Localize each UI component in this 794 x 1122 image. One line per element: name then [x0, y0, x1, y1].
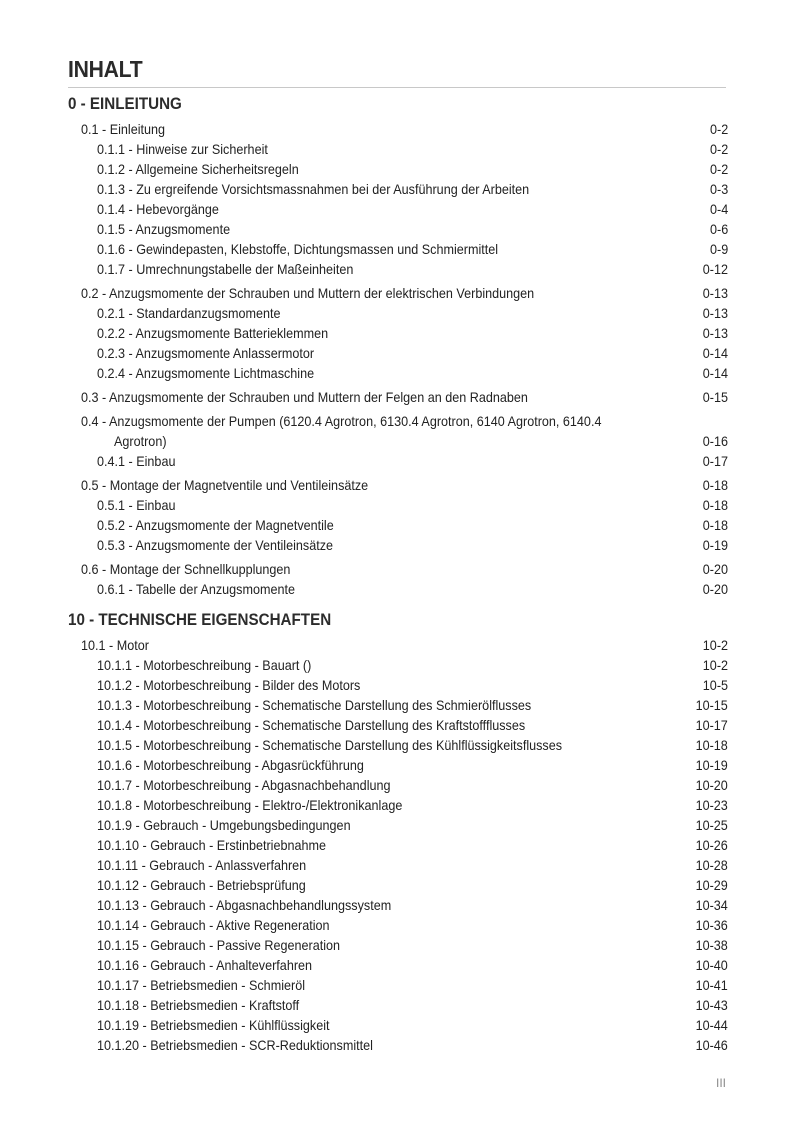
toc-entry-page: 0-2: [709, 161, 728, 177]
toc-entry-page: 10-28: [695, 857, 728, 873]
chapter-heading: 0 - EINLEITUNG: [68, 95, 182, 113]
toc-entry[interactable]: [68, 219, 728, 239]
toc-entry[interactable]: [68, 199, 728, 219]
toc-entry-title-continued: Agrotron): [114, 433, 167, 449]
toc-entry[interactable]: [68, 855, 728, 875]
toc-entry[interactable]: [68, 775, 728, 795]
toc-entry[interactable]: [68, 895, 728, 915]
toc-entry[interactable]: [68, 239, 728, 259]
toc-entry-title: 10.1.4 - Motorbeschreibung - Schematische Darstellung des Kraftstoffflusses: [97, 717, 526, 733]
toc-entry[interactable]: [68, 323, 728, 343]
toc-entry-title: 10.1.18 - Betriebsmedien - Kraftstoff: [97, 997, 300, 1013]
toc-entry-page: 10-40: [695, 957, 728, 973]
toc-entry-page: 0-13: [702, 305, 728, 321]
toc-entry-title: 10.1 - Motor: [81, 637, 149, 653]
toc-entry-title: 0.2.3 - Anzugsmomente Anlassermotor: [97, 345, 315, 361]
toc-entry-page: 10-46: [695, 1037, 728, 1053]
toc-entry[interactable]: [68, 515, 728, 535]
toc-entry-title: 0.6 - Montage der Schnellkupplungen: [81, 561, 291, 577]
toc-entry[interactable]: [68, 475, 728, 495]
toc-entry-title: 10.1.15 - Gebrauch - Passive Regeneration: [97, 937, 341, 953]
toc-entry-page: 10-23: [695, 797, 728, 813]
toc-entry[interactable]: [68, 875, 728, 895]
toc-entry-page: 10-41: [695, 977, 728, 993]
page-number: III: [715, 1076, 726, 1090]
toc-entry-title: 0.1.6 - Gewindepasten, Klebstoffe, Dichtungsmassen und Schmiermittel: [97, 241, 499, 257]
toc-entry-page: 10-43: [695, 997, 728, 1013]
toc-entry[interactable]: [68, 283, 728, 303]
toc-entry-title: 0.2.1 - Standardanzugsmomente: [97, 305, 281, 321]
toc-entry-page: 0-20: [702, 561, 728, 577]
toc-entry-page: 10-25: [695, 817, 728, 833]
toc-entry-title: 10.1.9 - Gebrauch - Umgebungsbedingungen: [97, 817, 351, 833]
toc-entry-page: 0-14: [702, 365, 728, 381]
toc-entry-title: 10.1.1 - Motorbeschreibung - Bauart (): [97, 657, 312, 673]
toc-entry[interactable]: [68, 451, 728, 471]
toc-entry-title: 0.4 - Anzugsmomente der Pumpen (6120.4 Agrotron, 6130.4 Agrotron, 6140 Agrotron, 6140.4: [81, 413, 602, 429]
toc-entry[interactable]: [68, 695, 728, 715]
toc-entry[interactable]: [68, 915, 728, 935]
toc-entry-title: 10.1.17 - Betriebsmedien - Schmieröl: [97, 977, 305, 993]
toc-entry-title: 0.1.7 - Umrechnungstabelle der Maßeinheiten: [97, 261, 354, 277]
toc-entry-title: 10.1.5 - Motorbeschreibung - Schematische Darstellung des Kühlflüssigkeitsflusses: [97, 737, 563, 753]
toc-entry-title: 0.4.1 - Einbau: [97, 453, 176, 469]
toc-entry-page: 10-2: [702, 657, 728, 673]
toc-entry-page: 10-5: [702, 677, 728, 693]
toc-entry-title: 0.5 - Montage der Magnetventile und Ventileinsätze: [81, 477, 369, 493]
toc-entry-page: 0-13: [702, 285, 728, 301]
toc-entry-title: 0.6.1 - Tabelle der Anzugsmomente: [97, 581, 295, 597]
toc-entry-page: 10-26: [695, 837, 728, 853]
toc-entry[interactable]: [68, 1015, 728, 1035]
toc-entry[interactable]: [68, 995, 728, 1015]
toc-entry[interactable]: [68, 119, 728, 139]
toc-entry-page: 10-2: [702, 637, 728, 653]
toc-entry-page: 10-44: [695, 1017, 728, 1033]
toc-entry-page: 0-3: [709, 181, 728, 197]
toc-entry[interactable]: [68, 735, 728, 755]
toc-entry[interactable]: [68, 955, 728, 975]
toc-entry[interactable]: [68, 935, 728, 955]
toc-entry-title: 0.5.2 - Anzugsmomente der Magnetventile: [97, 517, 334, 533]
toc-entry-title: 10.1.10 - Gebrauch - Erstinbetriebnahme: [97, 837, 327, 853]
toc-entry-title: 0.2 - Anzugsmomente der Schrauben und Muttern der elektrischen Verbindungen: [81, 285, 535, 301]
toc-entry[interactable]: [68, 835, 728, 855]
toc-entry-title: 10.1.19 - Betriebsmedien - Kühlflüssigkeit: [97, 1017, 330, 1033]
toc-entry-page: 10-18: [695, 737, 728, 753]
toc-entry[interactable]: [68, 1035, 728, 1055]
toc-entry-page: 10-38: [695, 937, 728, 953]
toc-entry-page: 10-19: [695, 757, 728, 773]
toc-entry-title: 0.5.3 - Anzugsmomente der Ventileinsätze: [97, 537, 334, 553]
toc-entry-page: 0-6: [709, 221, 728, 237]
toc-entry-title: 10.1.13 - Gebrauch - Abgasnachbehandlungssystem: [97, 897, 392, 913]
toc-entry-title: 0.1.4 - Hebevorgänge: [97, 201, 219, 217]
toc-entry[interactable]: [68, 815, 728, 835]
toc-entry-page: 0-18: [702, 497, 728, 513]
toc-entry-page: 0-4: [709, 201, 728, 217]
toc-entry-title: 10.1.8 - Motorbeschreibung - Elektro-/Elektronikanlage: [97, 797, 403, 813]
toc-entry-page: 10-17: [695, 717, 728, 733]
toc-entry-page: 0-16: [702, 433, 728, 449]
toc-entry-title: 0.5.1 - Einbau: [97, 497, 176, 513]
toc-entry-title: 10.1.3 - Motorbeschreibung - Schematische Darstellung des Schmierölflusses: [97, 697, 532, 713]
toc-entry-title: 0.1.3 - Zu ergreifende Vorsichtsmassnahmen bei der Ausführung der Arbeiten: [97, 181, 530, 197]
toc-entry-page: 0-12: [702, 261, 728, 277]
toc-entry-title: 0.2.4 - Anzugsmomente Lichtmaschine: [97, 365, 315, 381]
toc-entry-title: 10.1.7 - Motorbeschreibung - Abgasnachbehandlung: [97, 777, 391, 793]
toc-entry-title: 0.2.2 - Anzugsmomente Batterieklemmen: [97, 325, 329, 341]
toc-entry[interactable]: [68, 715, 728, 735]
toc-entry[interactable]: [68, 411, 728, 451]
toc-entry-page: 0-2: [709, 141, 728, 157]
toc-entry-title: 10.1.12 - Gebrauch - Betriebsprüfung: [97, 877, 306, 893]
toc-entry[interactable]: [68, 363, 728, 383]
toc-entry[interactable]: [68, 179, 728, 199]
chapter-heading: 10 - TECHNISCHE EIGENSCHAFTEN: [68, 611, 332, 629]
toc-entry-title: 0.1.1 - Hinweise zur Sicherheit: [97, 141, 268, 157]
toc-entry[interactable]: [68, 579, 728, 599]
toc-entry-page: 0-18: [702, 517, 728, 533]
toc-entry[interactable]: [68, 495, 728, 515]
title-divider: [68, 87, 726, 88]
toc-entry-title: 0.1.5 - Anzugsmomente: [97, 221, 231, 237]
toc-entry[interactable]: [68, 159, 728, 179]
toc-entry[interactable]: [68, 635, 728, 655]
toc-entry[interactable]: [68, 387, 728, 407]
toc-entry-page: 0-20: [702, 581, 728, 597]
toc-entry-page: 0-2: [709, 121, 728, 137]
toc-entry-title: 0.3 - Anzugsmomente der Schrauben und Muttern der Felgen an den Radnaben: [81, 389, 528, 405]
toc-entry[interactable]: [68, 975, 728, 995]
toc-entry[interactable]: [68, 655, 728, 675]
toc-entry-page: 0-19: [702, 537, 728, 553]
toc-entry-page: 10-34: [695, 897, 728, 913]
toc-entry[interactable]: [68, 535, 728, 555]
toc-entry-title: 0.1.2 - Allgemeine Sicherheitsregeln: [97, 161, 299, 177]
toc-entry[interactable]: [68, 559, 728, 579]
toc-entry-page: 0-15: [702, 389, 728, 405]
toc-entry-title: 10.1.6 - Motorbeschreibung - Abgasrückführung: [97, 757, 364, 773]
toc-entry[interactable]: [68, 795, 728, 815]
toc-entry-page: 10-20: [695, 777, 728, 793]
toc-entry-page: 10-36: [695, 917, 728, 933]
toc-entry[interactable]: [68, 675, 728, 695]
toc-entry-title: 0.1 - Einleitung: [81, 121, 166, 137]
toc-entry-page: 10-29: [695, 877, 728, 893]
toc-entry-page: 0-13: [702, 325, 728, 341]
toc-entry-title: 10.1.20 - Betriebsmedien - SCR-Reduktionsmittel: [97, 1037, 373, 1053]
toc-entry[interactable]: [68, 303, 728, 323]
toc-entry[interactable]: [68, 139, 728, 159]
toc-entry-page: 0-17: [702, 453, 728, 469]
toc-entry-title: 10.1.11 - Gebrauch - Anlassverfahren: [97, 857, 307, 873]
toc-entry-page: 10-15: [695, 697, 728, 713]
toc-entry-page: 0-14: [702, 345, 728, 361]
toc-entry-page: 0-9: [709, 241, 728, 257]
page-title: INHALT: [68, 56, 143, 82]
toc-entry-page: 0-18: [702, 477, 728, 493]
toc-entry[interactable]: [68, 259, 728, 279]
toc-entry-title: 10.1.16 - Gebrauch - Anhalteverfahren: [97, 957, 313, 973]
toc-entry[interactable]: [68, 343, 728, 363]
toc-entry-title: 10.1.14 - Gebrauch - Aktive Regeneration: [97, 917, 330, 933]
toc-entry-title: 10.1.2 - Motorbeschreibung - Bilder des Motors: [97, 677, 361, 693]
toc-entry[interactable]: [68, 755, 728, 775]
